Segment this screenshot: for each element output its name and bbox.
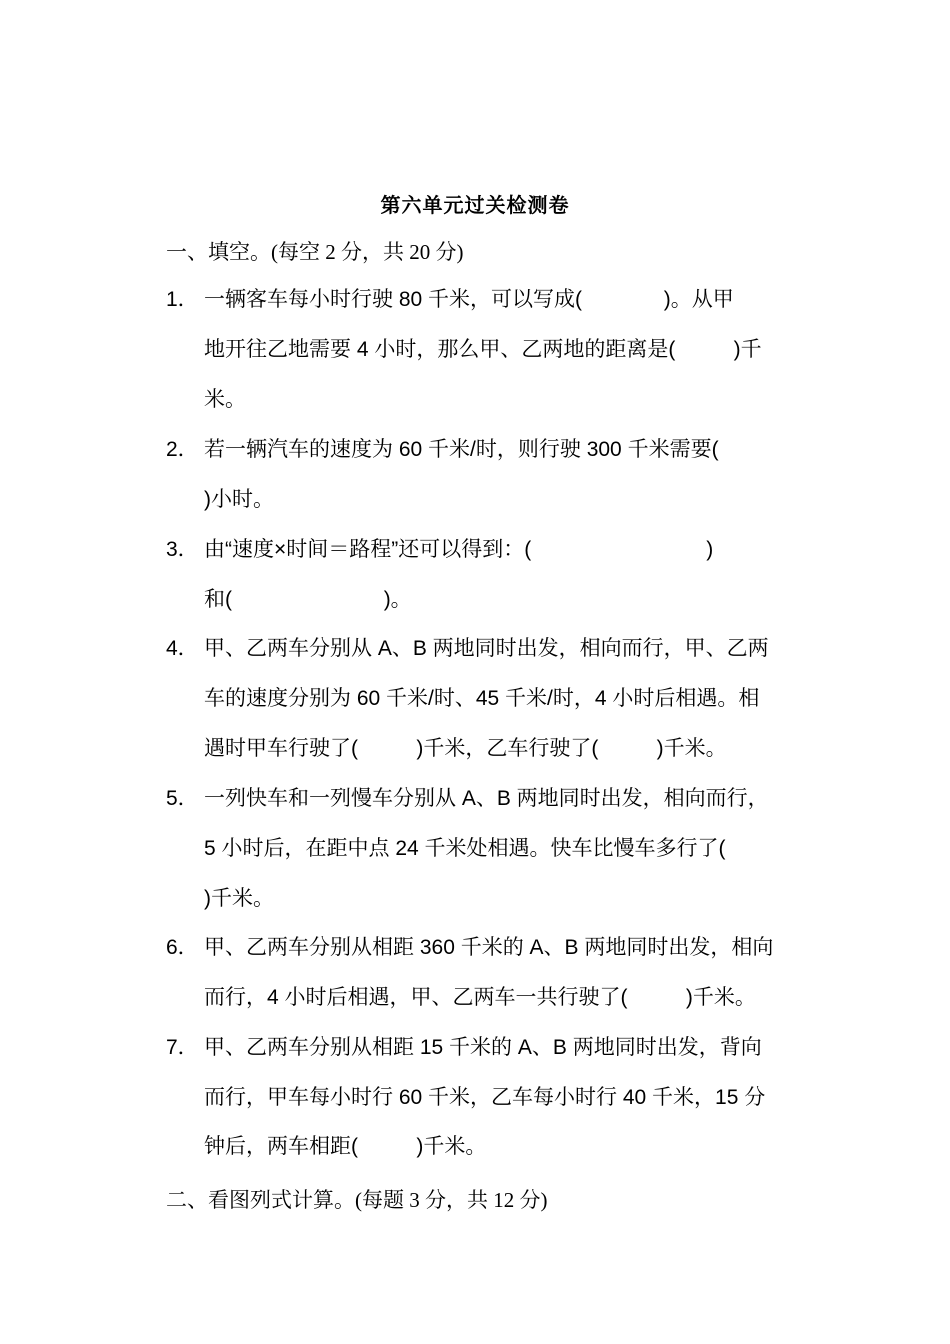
question-line: 钟后，两车相距( )千米。 xyxy=(204,1135,487,1158)
question-line: )千米。 xyxy=(204,887,274,910)
question-number: 6． xyxy=(166,936,199,959)
question-line: )小时。 xyxy=(204,488,274,511)
question-line: 地开往乙地需要 4 小时，那么甲、乙两地的距离是( )千 xyxy=(204,338,762,361)
question-line: 车的速度分别为 60 千米/时、45 千米/时，4 小时后相遇。相 xyxy=(204,687,760,710)
question-line: 一辆客车每小时行驶 80 千米，可以写成( )。从甲 xyxy=(204,288,734,311)
question-number: 1． xyxy=(166,288,199,311)
question-line: 若一辆汽车的速度为 60 千米/时，则行驶 300 千米需要( xyxy=(204,438,719,461)
question-line: 而行，甲车每小时行 60 千米，乙车每小时行 40 千米，15 分 xyxy=(204,1086,766,1109)
section-heading-picture-calc: 二、看图列式计算。(每题 3 分，共 12 分) xyxy=(166,1188,548,1212)
question-number: 2． xyxy=(166,438,199,461)
question-number: 5． xyxy=(166,787,199,810)
question-number: 7． xyxy=(166,1036,199,1059)
question-line: 甲、乙两车分别从 A、B 两地同时出发，相向而行，甲、乙两 xyxy=(204,637,769,660)
question-line: 5 小时后，在距中点 24 千米处相遇。快车比慢车多行了( xyxy=(204,837,726,860)
question-line: 由“速度×时间＝路程”还可以得到：( ) xyxy=(204,538,714,561)
question-line: 米。 xyxy=(204,388,246,411)
question-line: 甲、乙两车分别从相距 360 千米的 A、B 两地同时出发，相向 xyxy=(204,936,774,959)
section-heading-fill-blank: 一、填空。(每空 2 分，共 20 分) xyxy=(166,240,464,264)
question-line: 而行，4 小时后相遇，甲、乙两车一共行驶了( )千米。 xyxy=(204,986,756,1009)
question-line: 遇时甲车行驶了( )千米，乙车行驶了( )千米。 xyxy=(204,737,727,760)
question-line: 和( )。 xyxy=(204,588,412,611)
question-line: 甲、乙两车分别从相距 15 千米的 A、B 两地同时出发，背向 xyxy=(204,1036,762,1059)
question-number: 3． xyxy=(166,538,199,561)
question-number: 4． xyxy=(166,637,199,660)
page-title: 第六单元过关检测卷 xyxy=(380,193,570,217)
question-line: 一列快车和一列慢车分别从 A、B 两地同时出发，相向而行， xyxy=(204,787,769,810)
